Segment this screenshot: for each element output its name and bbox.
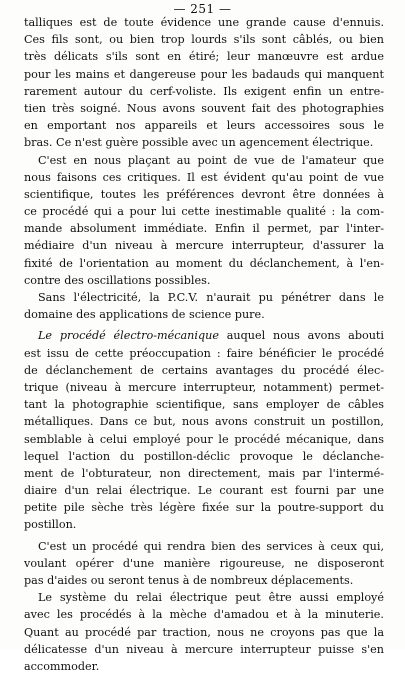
- page-number: — 251 —: [173, 2, 232, 16]
- text-line: [24, 327, 384, 344]
- text-line: en emportant nos appareils et leurs accessoires sous le: [24, 119, 384, 133]
- paragraph: [24, 289, 384, 323]
- text-line: ment de l'obturateur, non directement, mais par l'intermé-: [24, 466, 384, 480]
- text-line: C'est un procédé qui rendra bien des services à ceux qui,: [38, 539, 384, 553]
- text-line: Quant au procédé par traction, nous ne croyons pas que la: [24, 625, 384, 639]
- text-line: contre des oscillations possibles.: [24, 273, 211, 287]
- text-line: tien très soigné. Nous avons souvent fait des photographies: [24, 101, 384, 115]
- text-line: pas d'aides ou seront tenus à de nombreux déplacements.: [24, 574, 354, 587]
- paragraph: [24, 538, 384, 590]
- text-line: de déclanchement de certains avantages du procédé élec-: [24, 363, 384, 377]
- text-line: talliques est de toute évidence une grande cause d'ennuis.: [24, 16, 384, 29]
- text-line: ce procédé qui a pour lui cette inestimable qualité : la com-: [24, 205, 384, 219]
- text-line: domaine des applications de science pure.: [24, 308, 265, 322]
- text-line: nous faisons ces critiques. Il est évident qu'au point de vue: [24, 170, 384, 184]
- body-text: [24, 14, 384, 675]
- text-line: très délicats s'ils sont en étiré; leur manœuvre est ardue: [24, 50, 384, 64]
- paragraph: [24, 589, 384, 675]
- paragraph: [24, 152, 384, 290]
- text-line: petite pile sèche très légère fixée sur la poutre-support du: [24, 501, 384, 515]
- paragraph: [24, 327, 384, 533]
- text-line: Le système du relai électrique peut être aussi employé: [38, 591, 384, 605]
- text-line: scientifique, toutes les préférences devront être données à: [24, 187, 384, 201]
- text-line: fixité de l'orientation au moment du déclanchement, à l'en-: [24, 256, 384, 270]
- text-line: rarement autour du cerf-voliste. Ils exigent enfin un entre-: [24, 84, 384, 98]
- text-line: lequel l'action du postillon-déclic provoque le déclanche-: [24, 449, 384, 463]
- text-line: tant la photographie scientifique, sans employer de câbles: [24, 398, 384, 412]
- text-line: est issu de cette préoccupation : faire bénéficier le procédé: [24, 346, 384, 360]
- text-line: trique (niveau à mercure interrupteur, notamment) permet-: [24, 380, 384, 394]
- text-line: délicatesse d'un niveau à mercure interrupteur puisse s'en: [24, 642, 384, 656]
- text-line: Sans l'électricité, la P.C.V. n'aurait pu pénétrer dans le: [38, 291, 384, 304]
- text-line: médiaire d'un niveau à mercure interrupteur, d'assurer la: [24, 239, 384, 253]
- text-run: auquel nous avons abouti: [218, 329, 384, 343]
- text-line: accommoder.: [24, 659, 100, 673]
- text-line: diaire d'un relai électrique. Le courant est fourni par une: [24, 484, 384, 498]
- text-line: mande absolument immédiate. Enfin il permet, par l'inter-: [24, 222, 384, 236]
- text-line: métalliques. Dans ce but, nous avons construit un postillon,: [24, 415, 384, 429]
- italic-term: Le procédé électro-mécanique: [38, 329, 219, 343]
- paragraph: [24, 14, 384, 152]
- text-line: semblable à celui employé pour le procédé mécanique, dans: [24, 432, 384, 446]
- text-line: Ces fils sont, ou bien trop lourds s'ils sont câblés, ou bien: [24, 33, 384, 47]
- text-line: C'est en nous plaçant au point de vue de l'amateur que: [38, 153, 384, 167]
- text-line: postillon.: [24, 518, 77, 532]
- text-line: avec les procédés à la mèche d'amadou et à la minuterie.: [24, 608, 384, 622]
- text-line: bras. Ce n'est guère possible avec un agencement électrique.: [24, 136, 374, 150]
- text-line: voulant opérer d'une manière rigoureuse, ne disposeront: [24, 556, 384, 570]
- text-line: pour les mains et dangereuse pour les badauds qui manquent: [24, 67, 384, 81]
